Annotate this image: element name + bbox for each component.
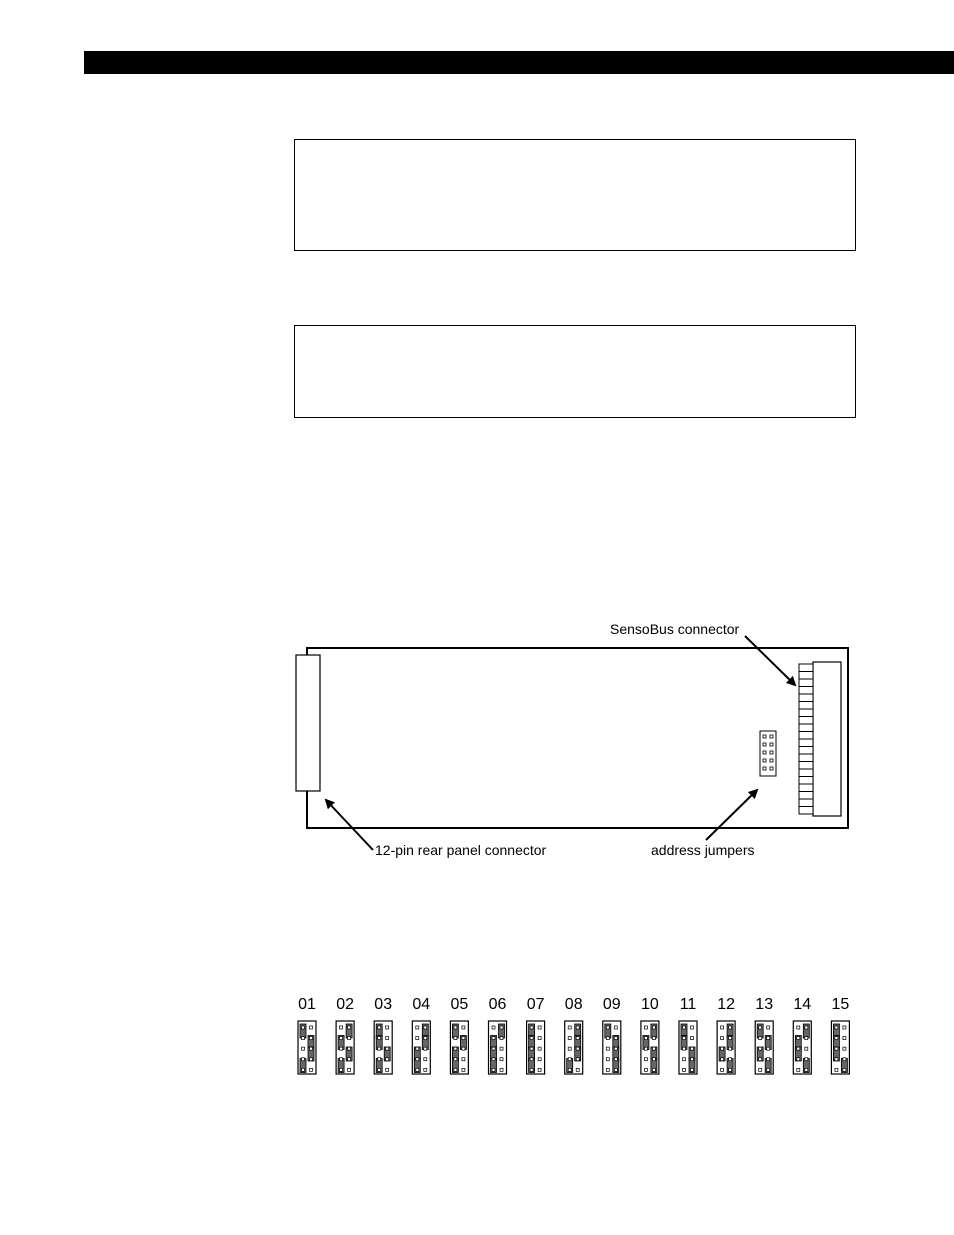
jumper-setting-label: 07: [526, 996, 545, 1013]
jumper-pin: [340, 1026, 343, 1029]
jumper-pin: [797, 1037, 800, 1040]
jumper-setting: [336, 996, 354, 1074]
jumper-setting-label: 02: [336, 996, 354, 1013]
jumper-pin: [691, 1068, 694, 1071]
jumper-pin: [454, 1047, 457, 1050]
connector-pin: [799, 664, 813, 672]
jumper-pin: [683, 1037, 686, 1040]
jumper-pin: [797, 1068, 800, 1071]
jumper-pin: [462, 1026, 465, 1029]
jumper-pin: [378, 1037, 381, 1040]
jumper-pin: [454, 1058, 457, 1061]
jumper-pin: [500, 1058, 503, 1061]
connector-pin: [799, 724, 813, 732]
connector-pin: [799, 687, 813, 695]
jumper-pin: [843, 1047, 846, 1050]
jumper-pin: [302, 1037, 305, 1040]
jumper-setting: [565, 996, 583, 1074]
connector-pin: [799, 792, 813, 800]
jumper-pin: [310, 1037, 313, 1040]
connector-pin: [799, 807, 813, 815]
jumper-pin: [652, 1026, 655, 1029]
jumper-setting-label: 14: [793, 996, 812, 1013]
jumper-pin: [386, 1026, 389, 1029]
jumper-pin: [767, 1068, 770, 1071]
jumper-pin: [568, 1037, 571, 1040]
jumper-pin: [340, 1068, 343, 1071]
jumper-pin: [530, 1037, 533, 1040]
jumper-pin: [691, 1026, 694, 1029]
jumper-pin: [835, 1047, 838, 1050]
jumper-pin: [797, 1026, 800, 1029]
jumper-pin: [759, 1058, 762, 1061]
jumper-pin: [797, 1058, 800, 1061]
jumper-pin: [767, 1037, 770, 1040]
jumper-pin: [644, 1058, 647, 1061]
jumper-pin: [568, 1047, 571, 1050]
connector-pin: [799, 672, 813, 680]
jumper-pin: [721, 1026, 724, 1029]
connector-pin: [799, 762, 813, 770]
jumper-pin: [378, 1068, 381, 1071]
jumper-pin: [492, 1037, 495, 1040]
jumper-pin: [606, 1026, 609, 1029]
jumper-pin: [386, 1037, 389, 1040]
jumper-pin: [606, 1037, 609, 1040]
address-jumper-block: [760, 731, 776, 776]
jumper-pin: [683, 1047, 686, 1050]
jumper-setting-label: 09: [602, 996, 621, 1013]
jumper-pin: [378, 1047, 381, 1050]
jumper-pin: [576, 1058, 579, 1061]
jumper-pin: [835, 1058, 838, 1061]
jumper-pin: [805, 1026, 808, 1029]
jumper-pin: [416, 1026, 419, 1029]
jumper-pin: [805, 1047, 808, 1050]
connector-pin: [799, 694, 813, 702]
jumper-pin: [424, 1047, 427, 1050]
jumper-settings-table: [298, 996, 849, 1074]
jumper-pin: [530, 1058, 533, 1061]
jumper-pin: [770, 743, 773, 746]
jumper-pin: [729, 1037, 732, 1040]
jumper-pin: [691, 1037, 694, 1040]
jumper-pin: [652, 1037, 655, 1040]
jumper-pin: [310, 1068, 313, 1071]
jumper-setting-label: 01: [298, 996, 316, 1013]
jumper-pin: [683, 1068, 686, 1071]
jumper-pin: [767, 1026, 770, 1029]
jumper-pin: [652, 1047, 655, 1050]
jumper-pin: [614, 1047, 617, 1050]
jumper-pin: [530, 1047, 533, 1050]
jumper-setting-label: 04: [412, 996, 431, 1013]
jumper-pin: [770, 767, 773, 770]
jumper-pin: [310, 1058, 313, 1061]
jumper-pin: [568, 1058, 571, 1061]
connector-pin: [799, 784, 813, 792]
jumper-pin: [843, 1068, 846, 1071]
jumper-pin: [416, 1058, 419, 1061]
jumper-pin: [538, 1037, 541, 1040]
jumper-pin: [538, 1058, 541, 1061]
rear-panel-connector-label: 12-pin rear panel connector: [375, 842, 547, 858]
jumper-pin: [302, 1026, 305, 1029]
jumper-pin: [614, 1068, 617, 1071]
jumper-pin: [759, 1047, 762, 1050]
jumper-pin: [538, 1068, 541, 1071]
jumper-pin: [576, 1026, 579, 1029]
jumper-pin: [691, 1058, 694, 1061]
sensobus-connector-housing: [813, 662, 841, 816]
connector-pin: [799, 799, 813, 807]
connector-pin: [799, 754, 813, 762]
jumper-pin: [835, 1037, 838, 1040]
jumper-pin: [763, 743, 766, 746]
connector-pin: [799, 679, 813, 687]
connector-pin: [799, 747, 813, 755]
jumper-pin: [302, 1068, 305, 1071]
jumper-pin: [492, 1068, 495, 1071]
jumper-pin: [378, 1058, 381, 1061]
jumper-pin: [310, 1047, 313, 1050]
jumper-pin: [644, 1037, 647, 1040]
sensobus-connector-label: SensoBus connector: [610, 621, 740, 637]
jumper-pin: [805, 1058, 808, 1061]
jumper-setting: [641, 996, 659, 1074]
jumper-pin: [606, 1047, 609, 1050]
jumper-pin: [767, 1058, 770, 1061]
sensobus-connector-pins: [799, 664, 813, 814]
address-jumpers-label: address jumpers: [651, 842, 755, 858]
jumper-pin: [454, 1068, 457, 1071]
jumper-pin: [462, 1068, 465, 1071]
jumper-pin: [763, 735, 766, 738]
jumper-pin: [500, 1026, 503, 1029]
jumper-setting: [679, 996, 697, 1074]
jumper-pin: [805, 1037, 808, 1040]
jumper-pin: [770, 751, 773, 754]
jumper-pin: [492, 1058, 495, 1061]
jumper-pin: [729, 1047, 732, 1050]
jumper-pin: [843, 1026, 846, 1029]
jumper-pin: [606, 1068, 609, 1071]
jumper-pin: [348, 1058, 351, 1061]
jumper-pin: [614, 1037, 617, 1040]
connector-pin: [799, 769, 813, 777]
jumper-setting-label: 06: [488, 996, 507, 1013]
jumper-pin: [683, 1058, 686, 1061]
jumper-pin: [348, 1037, 351, 1040]
jumper-pin: [462, 1037, 465, 1040]
jumper-pin: [576, 1068, 579, 1071]
jumper-setting-label: 05: [450, 996, 469, 1013]
jumper-setting-label: 13: [755, 996, 774, 1013]
jumper-pin: [416, 1068, 419, 1071]
jumper-pin: [606, 1058, 609, 1061]
jumper-pin: [568, 1068, 571, 1071]
connector-pin: [799, 777, 813, 785]
jumper-setting: [298, 996, 316, 1074]
jumper-setting-label: 15: [831, 996, 850, 1013]
jumper-setting: [527, 996, 545, 1074]
jumper-pin: [843, 1037, 846, 1040]
jumper-pin: [348, 1047, 351, 1050]
jumper-pin: [644, 1026, 647, 1029]
jumper-pin: [759, 1026, 762, 1029]
jumper-pin: [805, 1068, 808, 1071]
jumper-pin: [614, 1058, 617, 1061]
jumper-pin: [729, 1026, 732, 1029]
jumper-pin: [576, 1047, 579, 1050]
connector-pin: [799, 739, 813, 747]
jumper-pin: [500, 1037, 503, 1040]
jumper-pin: [424, 1058, 427, 1061]
jumper-pin: [644, 1047, 647, 1050]
jumper-setting-label: 10: [641, 996, 659, 1013]
jumper-pin: [302, 1047, 305, 1050]
jumper-pin: [500, 1068, 503, 1071]
jumper-pin: [302, 1058, 305, 1061]
jumper-setting-label: 08: [564, 996, 583, 1013]
jumper-pin: [797, 1047, 800, 1050]
jumper-pin: [770, 759, 773, 762]
jumper-pin: [454, 1037, 457, 1040]
jumper-pin: [691, 1047, 694, 1050]
jumper-pin: [721, 1068, 724, 1071]
jumper-pin: [843, 1058, 846, 1061]
jumper-pin: [538, 1026, 541, 1029]
connector-pin: [799, 709, 813, 717]
jumper-pin: [538, 1047, 541, 1050]
jumper-setting: [412, 996, 430, 1074]
connector-pin: [799, 702, 813, 710]
jumper-pin: [568, 1026, 571, 1029]
connector-pin: [799, 717, 813, 725]
jumper-pin: [462, 1058, 465, 1061]
jumper-setting-label: 03: [374, 996, 393, 1013]
jumper-pin: [348, 1026, 351, 1029]
jumper-setting: [717, 996, 735, 1074]
jumper-setting: [793, 996, 811, 1074]
jumper-pin: [614, 1026, 617, 1029]
jumper-pin: [462, 1047, 465, 1050]
jumper-pin: [763, 759, 766, 762]
jumper-pin: [416, 1037, 419, 1040]
jumper-setting: [603, 996, 621, 1074]
jumper-pin: [729, 1068, 732, 1071]
jumper-pin: [340, 1037, 343, 1040]
jumper-pin: [530, 1068, 533, 1071]
jumper-pin: [386, 1058, 389, 1061]
jumper-pin: [340, 1058, 343, 1061]
jumper-pin: [386, 1047, 389, 1050]
jumper-pin: [683, 1026, 686, 1029]
jumper-pin: [729, 1058, 732, 1061]
jumper-pin: [644, 1068, 647, 1071]
jumper-pin: [721, 1047, 724, 1050]
jumper-pin: [576, 1037, 579, 1040]
jumper-setting: [489, 996, 507, 1074]
rear-panel-connector: [296, 655, 320, 791]
jumper-pin: [835, 1026, 838, 1029]
jumper-setting: [831, 996, 849, 1074]
jumper-pin: [378, 1026, 381, 1029]
jumper-pin: [763, 767, 766, 770]
jumper-pin: [767, 1047, 770, 1050]
jumper-pin: [492, 1047, 495, 1050]
jumper-setting-label: 12: [717, 996, 735, 1013]
jumper-pin: [416, 1047, 419, 1050]
jumper-setting: [450, 996, 468, 1074]
jumper-pin: [721, 1037, 724, 1040]
jumper-pin: [835, 1068, 838, 1071]
jumper-pin: [721, 1058, 724, 1061]
jumper-pin: [386, 1068, 389, 1071]
jumper-pin: [530, 1026, 533, 1029]
jumper-pin: [492, 1026, 495, 1029]
jumper-pin: [652, 1058, 655, 1061]
jumper-pin: [340, 1047, 343, 1050]
jumper-pin: [454, 1026, 457, 1029]
jumper-pin: [500, 1047, 503, 1050]
jumper-setting-label: 11: [679, 996, 697, 1013]
jumper-pin: [424, 1068, 427, 1071]
jumper-setting: [755, 996, 773, 1074]
connector-pin: [799, 732, 813, 740]
jumper-pin: [310, 1026, 313, 1029]
jumper-pin: [770, 735, 773, 738]
jumper-pin: [424, 1026, 427, 1029]
jumper-pin: [348, 1068, 351, 1071]
jumper-pin: [652, 1068, 655, 1071]
jumper-pin: [424, 1037, 427, 1040]
jumper-pin: [759, 1037, 762, 1040]
jumper-pin: [763, 751, 766, 754]
jumper-pin: [759, 1068, 762, 1071]
jumper-setting: [374, 996, 392, 1074]
